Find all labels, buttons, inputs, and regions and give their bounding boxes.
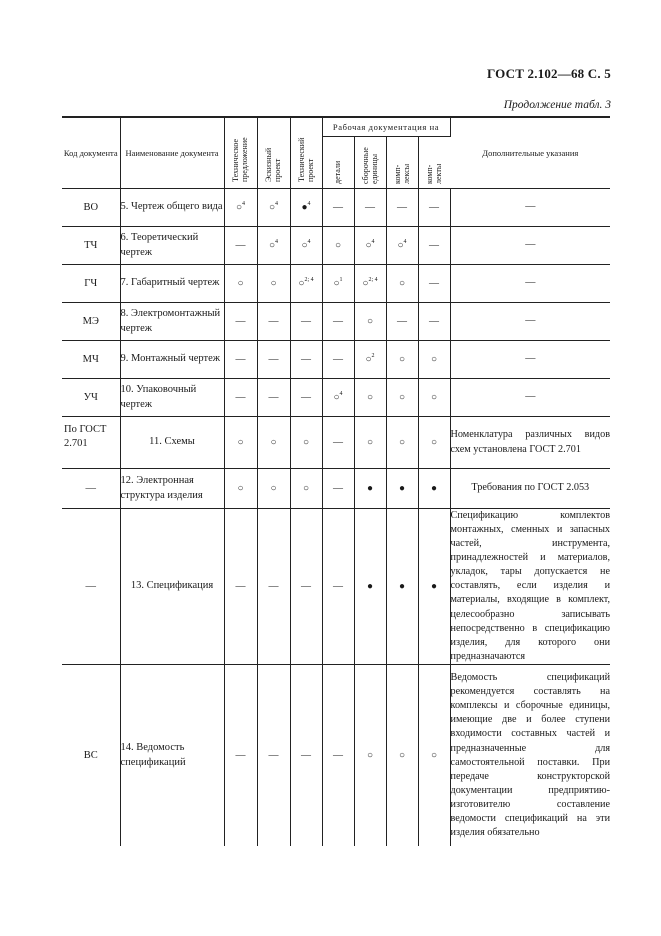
mark-cell: — <box>418 265 450 303</box>
row-code: ТЧ <box>62 227 120 265</box>
table-row <box>62 265 610 303</box>
mark-cell: ○ <box>224 417 257 469</box>
col-header-tech-proposal: Техническое предложение <box>224 117 257 189</box>
mark-cell: — <box>418 303 450 341</box>
mark-cell: ○ <box>354 379 386 417</box>
mark-cell: ○$^4$ <box>224 189 257 227</box>
row-code: МЧ <box>62 341 120 379</box>
mark-cell: ○ <box>354 664 386 846</box>
mark-cell: ○ <box>386 379 418 417</box>
mark-cell: ○$^4$ <box>322 379 354 417</box>
mark-cell: ○ <box>290 417 322 469</box>
mark-cell: ○$^4$ <box>354 227 386 265</box>
row-code: — <box>62 509 120 665</box>
mark-cell: ○ <box>418 664 450 846</box>
mark-cell: ○ <box>386 664 418 846</box>
mark-cell: ● <box>418 469 450 509</box>
row-notes: Номенклатура различных видов схем установлена ГОСТ 2.701 <box>450 417 610 469</box>
mark-cell: — <box>257 341 290 379</box>
mark-cell: — <box>257 509 290 665</box>
col-header-working-documentation: Рабочая документация на <box>322 117 450 137</box>
row-name: 14. Ведомость спецификаций <box>120 664 224 846</box>
mark-cell: ○ <box>322 227 354 265</box>
mark-cell: — <box>290 509 322 665</box>
col-header-parts: детали <box>322 137 354 189</box>
mark-cell: ○ <box>354 417 386 469</box>
row-notes: — <box>450 189 610 227</box>
row-notes: — <box>450 227 610 265</box>
mark-cell: ○$^2$ <box>354 341 386 379</box>
mark-cell: — <box>418 189 450 227</box>
mark-cell: — <box>290 664 322 846</box>
row-notes: — <box>450 303 610 341</box>
mark-cell: — <box>224 509 257 665</box>
mark-cell: ○ <box>386 417 418 469</box>
mark-cell: — <box>290 341 322 379</box>
mark-cell: ○$^4$ <box>290 227 322 265</box>
row-notes: Ведомость спецификаций рекомендуется составлять на комплексы и сборочные единицы, имеющие две и более ступени входимости составных частей и предназначенные для самостоятельной поставки. При передаче конструкторской документации предприятию-изготовителю составление ведомости спецификаций на эти изделия обязательно <box>450 672 611 838</box>
mark-cell: ○$^4$ <box>386 227 418 265</box>
table-continuation-label: Продолжение табл. 3 <box>503 99 611 111</box>
mark-cell: — <box>224 303 257 341</box>
table-row <box>62 303 610 341</box>
row-name: 11. Схемы <box>120 417 224 469</box>
mark-cell: — <box>386 189 418 227</box>
mark-cell: ○ <box>224 469 257 509</box>
col-header-name: Наименование документа <box>120 117 224 189</box>
mark-cell: — <box>322 303 354 341</box>
table-row <box>62 379 610 417</box>
mark-cell: ○ <box>354 303 386 341</box>
table-row <box>62 509 610 665</box>
mark-cell: ●$^4$ <box>290 189 322 227</box>
mark-cell: ○ <box>257 469 290 509</box>
row-notes: — <box>450 379 610 417</box>
mark-cell: — <box>322 189 354 227</box>
row-code: МЭ <box>62 303 120 341</box>
row-name: 10. Упаковочный чертеж <box>120 379 224 417</box>
mark-cell: — <box>290 303 322 341</box>
row-notes: — <box>450 265 610 303</box>
mark-cell: ● <box>386 469 418 509</box>
row-notes: Спецификацию комплектов монтажных, сменных и запасных частей, инструмента, принадлежностей и материалов, укладок, тары допускается не составлять, если изделия и материалы, входящие в комплект, целесообразно записывать непосредственно в спецификацию изделия, для которого они предназначаются <box>450 509 610 665</box>
row-code: — <box>62 469 120 509</box>
mark-cell: — <box>257 379 290 417</box>
page-header: ГОСТ 2.102—68 С. 5 <box>486 66 611 81</box>
mark-cell: ○ <box>290 469 322 509</box>
table-row <box>62 469 610 509</box>
mark-cell: ○ <box>418 417 450 469</box>
mark-cell: ○$^{2; 4}$ <box>290 265 322 303</box>
mark-cell: ○ <box>418 341 450 379</box>
mark-cell: ○$^1$ <box>322 265 354 303</box>
row-code: ВС <box>62 664 120 846</box>
col-header-code: Код документа <box>62 117 120 189</box>
row-name: 8. Электромонтажный чертеж <box>120 303 224 341</box>
mark-cell: — <box>322 417 354 469</box>
row-name: 13. Спецификация <box>120 509 224 665</box>
col-header-tech-project: Технический проект <box>290 117 322 189</box>
mark-cell: — <box>224 227 257 265</box>
row-name: 9. Монтажный чертеж <box>120 341 224 379</box>
document-table <box>62 116 610 846</box>
mark-cell: ● <box>354 509 386 665</box>
mark-cell: — <box>224 664 257 846</box>
table-row <box>62 189 610 227</box>
mark-cell: ● <box>354 469 386 509</box>
mark-cell: ● <box>418 509 450 665</box>
mark-cell: — <box>322 664 354 846</box>
mark-cell: — <box>386 303 418 341</box>
col-header-assembly-units: сборочные единицы <box>354 137 386 189</box>
row-name: 5. Чертеж общего вида <box>120 189 224 227</box>
mark-cell: ○$^4$ <box>257 189 290 227</box>
mark-cell: ○ <box>418 379 450 417</box>
mark-cell: — <box>418 227 450 265</box>
col-header-kits: комп- лекты <box>418 137 450 189</box>
mark-cell: ○$^4$ <box>257 227 290 265</box>
row-notes: — <box>450 341 610 379</box>
col-header-complexes: комп- лексы <box>386 137 418 189</box>
row-code: По ГОСТ 2.701 <box>62 417 120 469</box>
table-row <box>62 341 610 379</box>
mark-cell: — <box>322 509 354 665</box>
mark-cell: ● <box>386 509 418 665</box>
mark-cell: ○$^{2; 4}$ <box>354 265 386 303</box>
mark-cell: — <box>224 341 257 379</box>
row-code: УЧ <box>62 379 120 417</box>
row-code: ГЧ <box>62 265 120 303</box>
mark-cell: — <box>354 189 386 227</box>
mark-cell: ○ <box>386 341 418 379</box>
table-row <box>62 417 610 469</box>
row-code: ВО <box>62 189 120 227</box>
mark-cell: ○ <box>257 265 290 303</box>
mark-cell: — <box>224 379 257 417</box>
mark-cell: — <box>322 469 354 509</box>
table-row <box>62 227 610 265</box>
table-row <box>62 664 610 846</box>
mark-cell: ○ <box>386 265 418 303</box>
row-name: 6. Теоретический чертеж <box>120 227 224 265</box>
row-notes: Требования по ГОСТ 2.053 <box>450 469 610 509</box>
col-header-notes: Дополнительные указания <box>450 117 610 189</box>
row-name: 12. Электронная структура изделия <box>120 469 224 509</box>
mark-cell: — <box>257 303 290 341</box>
mark-cell: ○ <box>224 265 257 303</box>
mark-cell: — <box>322 341 354 379</box>
mark-cell: ○ <box>257 417 290 469</box>
col-header-draft-project: Эскизный проект <box>257 117 290 189</box>
mark-cell: — <box>257 664 290 846</box>
row-name: 7. Габаритный чертеж <box>120 265 224 303</box>
mark-cell: — <box>290 379 322 417</box>
